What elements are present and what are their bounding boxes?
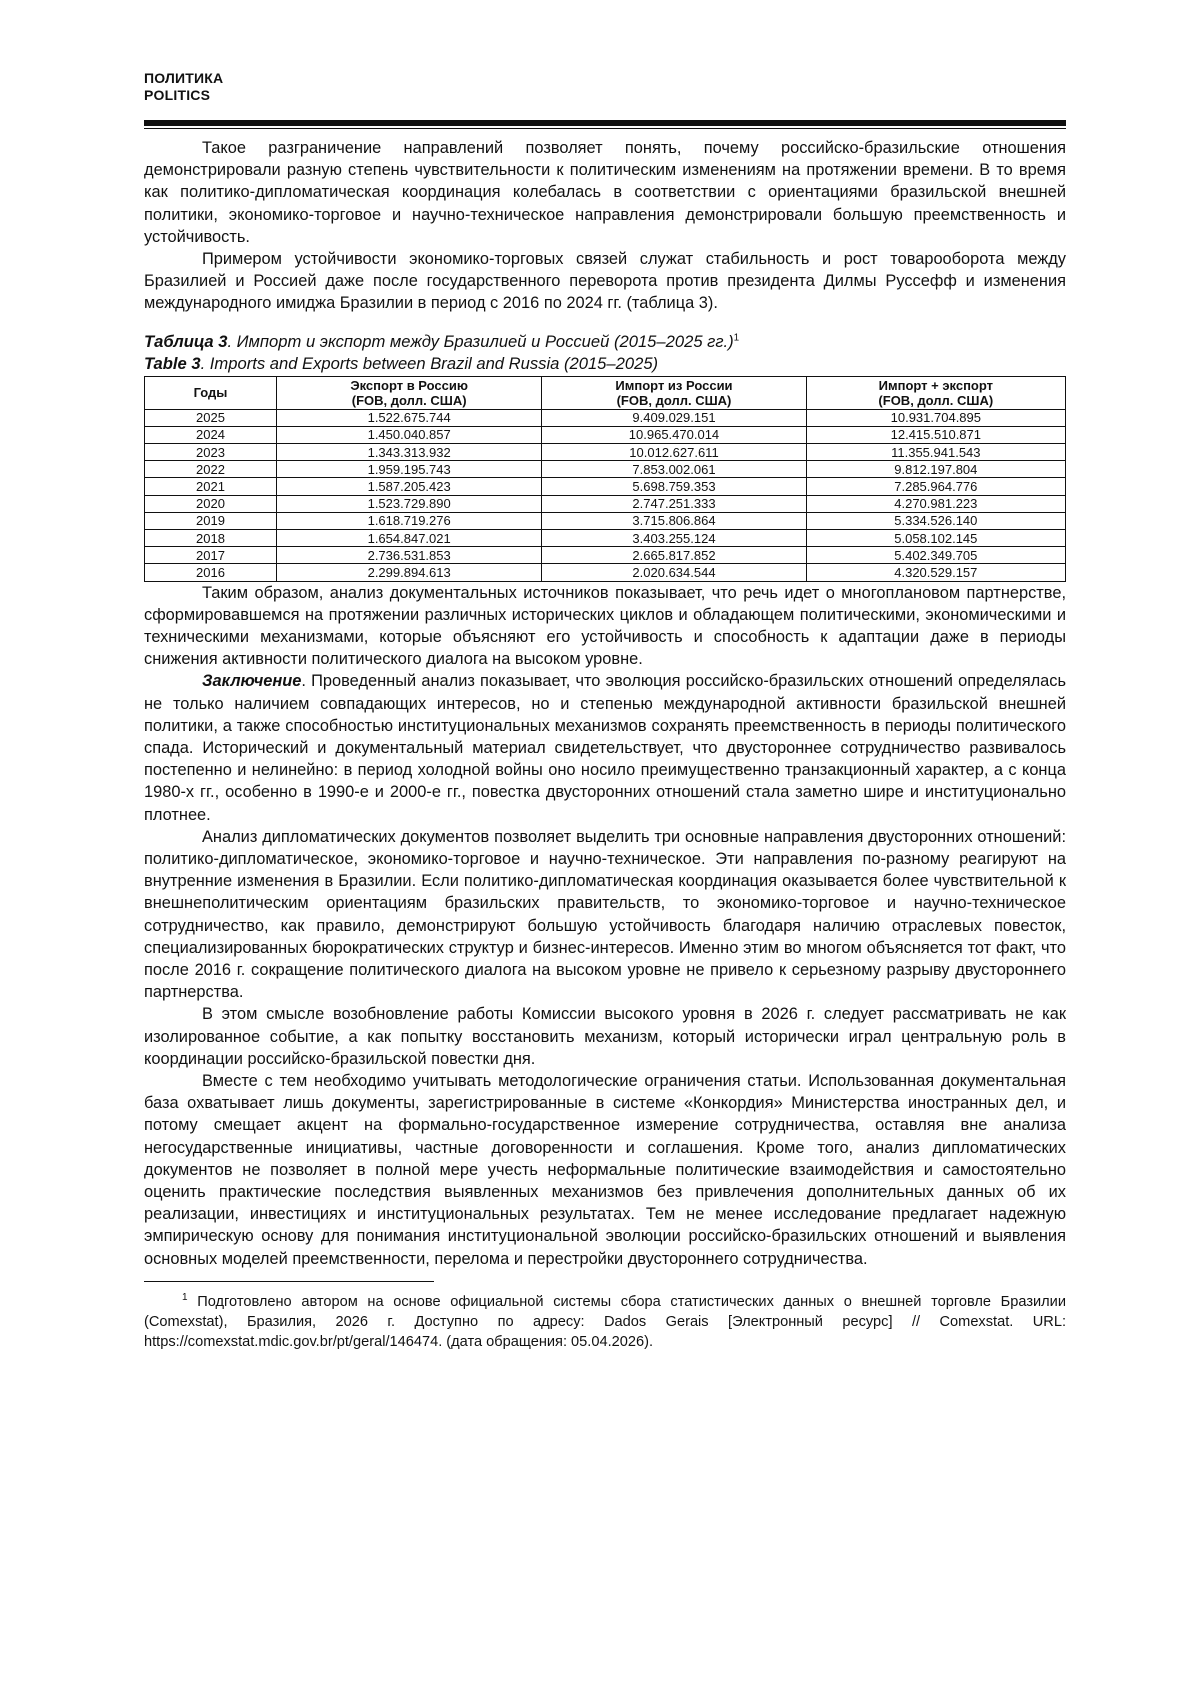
table-cell: 9.409.029.151 xyxy=(542,409,806,426)
trade-table xyxy=(144,376,1066,582)
table-caption-en-text: . Imports and Exports between Brazil and Russia (2015–2025) xyxy=(200,353,659,373)
table-cell: 5.402.349.705 xyxy=(806,547,1065,564)
table-row xyxy=(145,461,1066,478)
table-cell: 2020 xyxy=(145,495,277,512)
table-cell: 10.965.470.014 xyxy=(542,426,806,443)
table-cell: 3.715.806.864 xyxy=(542,512,806,529)
table-cell: 11.355.941.543 xyxy=(806,444,1065,461)
paragraph: Такое разграничение направлений позволяет понять, почему российско-бразильские отношения демонстрировали разную степень чувствительности к политическим изменениям на протяжении времени. В то время как политико-дипломатическая координация колебалась в соответствии с ориентациями бразильской внешней политики, экономико-торговое и научно-техническое направления демонстрировали большую преемственность и устойчивость. xyxy=(144,139,1066,246)
table-row xyxy=(145,564,1066,581)
table-row xyxy=(145,512,1066,529)
table-cell: 2.736.531.853 xyxy=(277,547,542,564)
table-cell: 2023 xyxy=(145,444,277,461)
section-title-ru: ПОЛИТИКА xyxy=(144,70,224,86)
table-row xyxy=(145,478,1066,495)
table-cell: 1.587.205.423 xyxy=(277,478,542,495)
table-cell: 1.618.719.276 xyxy=(277,512,542,529)
table-cell: 9.812.197.804 xyxy=(806,461,1065,478)
table-cell: 2024 xyxy=(145,426,277,443)
table-cell: 1.959.195.743 xyxy=(277,461,542,478)
table-cell: 2022 xyxy=(145,461,277,478)
footnote-rule xyxy=(144,1281,434,1282)
conclusion-paragraph xyxy=(144,670,1066,825)
table-cell: 7.285.964.776 xyxy=(806,478,1065,495)
header-rule-thin xyxy=(144,128,1066,129)
table-cell: 2016 xyxy=(145,564,277,581)
footnote xyxy=(144,1292,1066,1352)
table-row xyxy=(145,495,1066,512)
table-cell: 2018 xyxy=(145,529,277,546)
footnote-number: 1 xyxy=(182,1291,188,1303)
table-body xyxy=(145,409,1066,581)
table-row xyxy=(145,444,1066,461)
table-caption-en xyxy=(144,353,1066,375)
section-title-en: POLITICS xyxy=(144,87,211,103)
table-row xyxy=(145,409,1066,426)
table-cell: 3.403.255.124 xyxy=(542,529,806,546)
table-cell: 1.343.313.932 xyxy=(277,444,542,461)
table-cell: 1.450.040.857 xyxy=(277,426,542,443)
column-header-total: Импорт + экспорт (FOB, долл. США) xyxy=(806,376,1065,409)
table-cell: 2025 xyxy=(145,409,277,426)
table-cell: 2017 xyxy=(145,547,277,564)
table-caption-ru xyxy=(144,331,1066,353)
table-cell: 4.270.981.223 xyxy=(806,495,1065,512)
paragraph: Примером устойчивости экономико-торговых связей служат стабильность и рост товарооборота между Бразилией и Россией даже после государственного переворота против президента Дилмы Руссефф и изменения международного имиджа Бразилии в период с 2016 по 2024 гг. (таблица 3). xyxy=(144,250,1066,313)
column-header-years: Годы xyxy=(145,376,277,409)
conclusion-lead: Заключение xyxy=(202,672,302,691)
table-cell: 2.665.817.852 xyxy=(542,547,806,564)
article-body xyxy=(144,137,1066,1270)
running-header xyxy=(144,70,1066,104)
table-cell: 5.698.759.353 xyxy=(542,478,806,495)
table-caption-ru-text: . Импорт и экспорт между Бразилией и Россией (2015–2025 гг.) xyxy=(227,331,734,351)
paragraph: Таким образом, анализ документальных источников показывает, что речь идет о многоплановом партнерстве, сформировавшемся на протяжении различных исторических циклов и обладающем политическими, экономическими и техническими механизмами, которые объясняют его устойчивость и способность к адаптации даже в периоды снижения активности политического диалога на высоком уровне. xyxy=(144,583,1066,669)
table-row xyxy=(145,547,1066,564)
paragraph: Вместе с тем необходимо учитывать методологические ограничения статьи. Использованная документальная база охватывает лишь документы, зарегистрированные в системе «Конкордия» Министерства иностранных дел, и потому смещает акцент на формально-государственное измерение сотрудничества, оставляя вне анализа негосударственные инициативы, частные договоренности и соглашения. Кроме того, анализ дипломатических документов не позволяет в полной мере учесть неформальные политические взаимодействия и самостоятельно оценить практические последствия выявленных механизмов без привлечения дополнительных данных об их реализации, инвестициях и институциональных результатах. Тем не менее исследование предлагает надежную эмпирическую основу для понимания институциональной эволюции российско-бразильских отношений и выявления основных моделей преемственности, перелома и перестройки двустороннего сотрудничества. xyxy=(144,1071,1066,1268)
table-cell: 2.747.251.333 xyxy=(542,495,806,512)
table-cell: 1.654.847.021 xyxy=(277,529,542,546)
table-cell: 5.058.102.145 xyxy=(806,529,1065,546)
table-caption-ru-label: Таблица 3 xyxy=(144,331,228,351)
footnote-text: Подготовлено автором на основе официальной системы сбора статистических данных о внешней торговле Бразилии (Comexstat), Бразилия, 2026 г. Доступно по адресу: Dados Gerais [Электронный ресурс] // Comexstat. URL: https://comexstat.mdic.gov.br/pt/geral/146474. (дата обращения: 05.04.2026). xyxy=(144,1293,1066,1350)
table-cell: 1.522.675.744 xyxy=(277,409,542,426)
table-cell: 12.415.510.871 xyxy=(806,426,1065,443)
table-cell: 5.334.526.140 xyxy=(806,512,1065,529)
table-cell: 2.299.894.613 xyxy=(277,564,542,581)
table-cell: 2019 xyxy=(145,512,277,529)
page xyxy=(144,70,1066,1352)
table-caption-en-label: Table 3 xyxy=(144,353,201,373)
footnote-mark: 1 xyxy=(733,332,740,344)
column-header-export: Экспорт в Россию (FOB, долл. США) xyxy=(277,376,542,409)
paragraph: Анализ дипломатических документов позволяет выделить три основные направления двусторонних отношений: политико-дипломатическое, экономико-торговое и научно-техническое. Эти направления по-разному реагируют на внутренние изменения в Бразилии. Если политико-дипломатическая координация оказывается более чувствительной к внешнеполитическим ориентациям бразильских правительств, то экономико-торговое и научно-техническое сотрудничество, как правило, демонстрируют большую устойчивость благодаря наличию отраслевых повесток, специализированных бюрократических структур и бизнес-интересов. Именно этим во многом объясняется тот факт, что после 2016 г. сокращение политического диалога на высоком уровне не привело к серьезному разрыву двустороннего партнерства. xyxy=(144,827,1066,1002)
table-cell: 10.012.627.611 xyxy=(542,444,806,461)
header-rule-thick xyxy=(144,120,1066,126)
table-header-row xyxy=(145,376,1066,409)
conclusion-text: . Проведенный анализ показывает, что эволюция российско-бразильских отношений определялась не только наличием совпадающих интересов, но и степенью международной активности бразильской внешней политики, а также способностью институциональных механизмов сохранять преемственность в периоды политического спада. Исторический и документальный материал свидетельствует, что двустороннее сотрудничество развивалось постепенно и нелинейно: в период холодной войны оно носило преимущественно транзакционный характер, а с конца 1980-х гг., особенно в 1990-е и 2000-е гг., повестка двусторонних отношений стала заметно шире и институционально плотнее. xyxy=(144,672,1066,824)
paragraph: В этом смысле возобновление работы Комиссии высокого уровня в 2026 г. следует рассматривать не как изолированное событие, а как попытку восстановить механизм, который исторически играл центральную роль в координации российско-бразильской повестки дня. xyxy=(144,1005,1066,1068)
table-cell: 7.853.002.061 xyxy=(542,461,806,478)
table-row xyxy=(145,529,1066,546)
table-cell: 10.931.704.895 xyxy=(806,409,1065,426)
table-cell: 2.020.634.544 xyxy=(542,564,806,581)
table-cell: 4.320.529.157 xyxy=(806,564,1065,581)
column-header-import: Импорт из России (FOB, долл. США) xyxy=(542,376,806,409)
table-cell: 1.523.729.890 xyxy=(277,495,542,512)
table-row xyxy=(145,426,1066,443)
table-cell: 2021 xyxy=(145,478,277,495)
